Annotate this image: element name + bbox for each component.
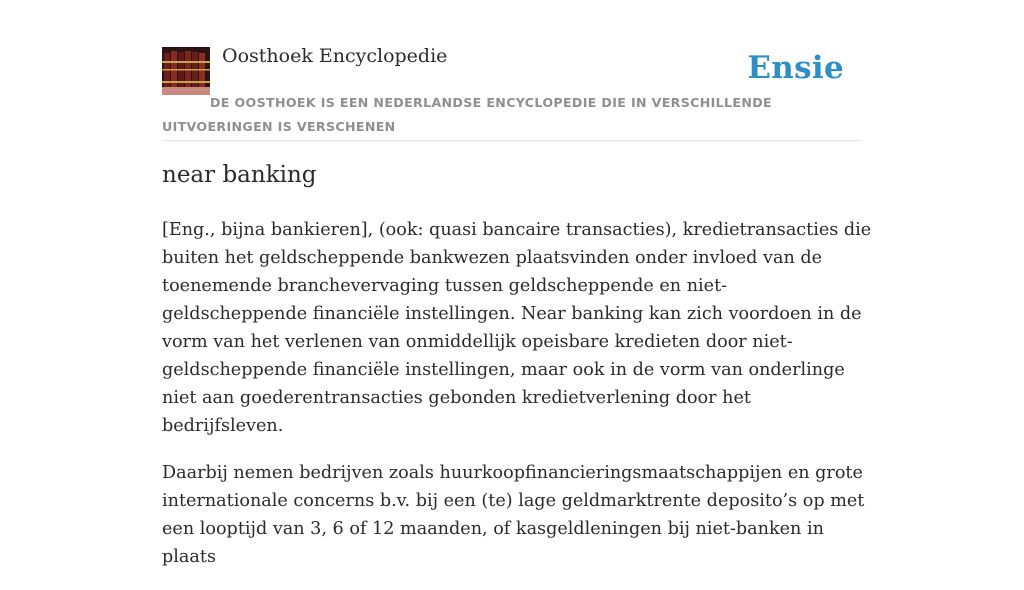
site-name-link[interactable]: Oosthoek Encyclopedie (222, 45, 448, 67)
site-tagline: DE OOSTHOEK IS EEN NEDERLANDSE ENCYCLOPEDIE DIE IN VERSCHILLENDE UITVOERINGEN IS VERSCHENEN (162, 95, 773, 134)
site-header (162, 0, 862, 141)
article-title: near banking (162, 162, 317, 188)
page (162, 0, 872, 567)
article-paragraph: [Eng., bijna bankieren], (ook: quasi bancaire transacties), kredietransacties die buiten het geldscheppende bankwezen plaatsvinden onder invloed van de toenemende branchevervaging tussen geldscheppende en niet-geldscheppende financiële instellingen. Near banking kan zich voordoen in de vorm van het verlenen van onmiddellijk opeisbare kredieten door niet-geldscheppende financiële instellingen, maar ook in de vorm van onderlinge niet aan goederentransacties gebonden kredietverlening door het bedrijfsleven. (162, 220, 872, 436)
encyclopedia-books-icon[interactable] (162, 47, 210, 95)
article-body (162, 216, 872, 590)
article-paragraph: Daarbij nemen bedrijven zoals huurkoopfinancieringsmaatschappijen en grote internationale concerns b.v. bij een (te) lage geldmarktrente deposito’s op met een looptijd van 3, 6 of 12 maanden, of kasgeldleningen bij niet-banken in plaats (162, 463, 865, 567)
brand-logo-link[interactable]: Ensie (747, 50, 844, 86)
